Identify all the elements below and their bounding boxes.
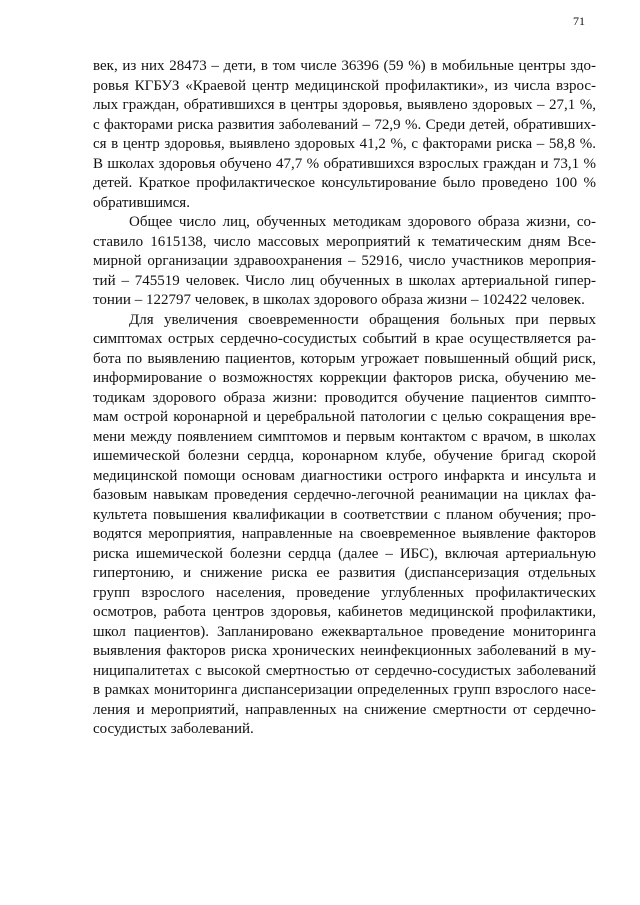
text-line: век, из них 28473 – дети, в том числе 36396 (59 %) в мобильные центры здо- bbox=[93, 58, 596, 74]
text-line: Общее число лиц, обученных методикам здорового образа жизни, со- bbox=[129, 214, 596, 230]
text-line: с факторами риска развития заболеваний – 72,9 %. Среди детей, обративших- bbox=[93, 116, 596, 133]
text-line: тий – 745519 человек. Число лиц обученных в школах артериальной гипер- bbox=[93, 272, 596, 289]
text-line: бота по выявлению пациентов, которым угрожает повышенный общий риск, bbox=[93, 350, 596, 367]
text-line: групп взрослого населения, проведение углубленных профилактических bbox=[93, 584, 596, 601]
text-line: ления и мероприятий, направленных на снижение смертности от сердечно- bbox=[93, 701, 596, 718]
text-line: ровья КГБУЗ «Краевой центр медицинской профилактики», из числа взрос- bbox=[93, 77, 596, 94]
text-line: осмотров, работа центров здоровья, кабинетов медицинской профилактики, bbox=[93, 604, 596, 620]
document-body bbox=[93, 57, 596, 740]
text-line: лых граждан, обратившихся в центры здоровья, выявлено здоровых – 27,1 %, bbox=[93, 97, 596, 113]
text-line: информирование о возможностях коррекции факторов риска, обучению ме- bbox=[93, 370, 596, 386]
text-line: водятся мероприятия, направленные на своевременное выявление факторов bbox=[93, 526, 596, 542]
text-line: медицинской помощи основам диагностики острого инфаркта и инсульта и bbox=[93, 467, 596, 484]
text-line: базовым навыкам проведения сердечно-легочной реанимации на циклах фа- bbox=[93, 487, 596, 503]
text-line: ся в центр здоровья, выявлено здоровых 41,2 %, с факторами риска – 58,8 %. bbox=[93, 136, 596, 152]
text-line: обратившимся. bbox=[93, 194, 190, 211]
text-line: выявления факторов риска хронических неинфекционных заболеваний в му- bbox=[93, 643, 596, 659]
paragraph-2 bbox=[93, 213, 596, 311]
page-number: 71 bbox=[573, 14, 585, 28]
text-line: В школах здоровья обучено 47,7 % обратившихся взрослых граждан и 73,1 % bbox=[93, 155, 596, 172]
text-line: в рамках мониторинга диспансеризации определенных групп взрослого насе- bbox=[93, 682, 596, 698]
text-line: тонии – 122797 человек, в школах здорового образа жизни – 102422 человек. bbox=[93, 292, 585, 308]
text-line: ниципалитетах с высокой смертностью от сердечно-сосудистых заболеваний bbox=[93, 662, 596, 679]
text-line: Для увеличения своевременности обращения больных при первых bbox=[129, 311, 596, 328]
paragraph-3 bbox=[93, 311, 596, 740]
text-line: мирной организации здравоохранения – 52916, число участников мероприя- bbox=[93, 253, 596, 269]
text-line: культета повышения квалификации в соответствии с планом обучения; про- bbox=[93, 506, 596, 523]
text-line: ишемической болезни сердца, коронарном клубе, обучение бригад скорой bbox=[93, 448, 596, 464]
text-line: ставило 1615138, число массовых мероприятий к тематическим дням Все- bbox=[93, 233, 596, 250]
text-line: гипертонию, и снижение риска ее развития (диспансеризация отдельных bbox=[93, 565, 596, 581]
text-line: сосудистых заболеваний. bbox=[93, 721, 254, 737]
text-line: риска ишемической болезни сердца (далее – ИБС), включая артериальную bbox=[93, 545, 596, 562]
text-line: тодикам здорового образа жизни: проводится обучение пациентов симпто- bbox=[93, 389, 596, 406]
text-line: мам острой коронарной и церебральной патологии с целью сокращения вре- bbox=[93, 409, 596, 425]
paragraph-1 bbox=[93, 57, 596, 213]
text-line: симптомах острых сердечно-сосудистых событий в крае осуществляется ра- bbox=[93, 331, 596, 347]
text-line: мени между появлением симптомов и первым контактом с врачом, в школах bbox=[93, 428, 596, 445]
text-line: детей. Краткое профилактическое консультирование было проведено 100 % bbox=[93, 175, 596, 191]
text-line: школ пациентов). Запланировано ежеквартальное проведение мониторинга bbox=[93, 623, 596, 640]
